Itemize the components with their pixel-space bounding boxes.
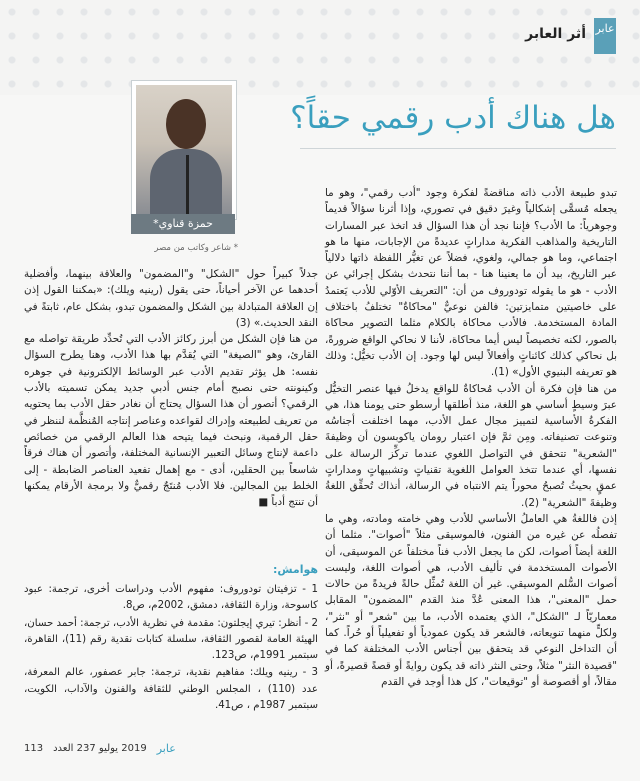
notes-heading: هوامش: (272, 563, 318, 576)
paragraph: إذن فاللغةُ هي العاملُ الأساسي للأدب وهي خامته ومادته، وهي ما تفصلُه عن غيره من الفنون، فالموسيقى مثلاً "أصوات". مثلما أن اللغة أيضاً أصوات، لكن ما يجعل الأدب فناً مختلفاً عن الموسيقى، أن الأصوات المستخدمة في تأليف الأدب، هي أصوات اللغة، وليست أصوات السُّلم الموسيقي. غير أن اللغة تُمثِّل حالةً فريدةً من حالات حمل "المعنى"، هذا المعنى عُدَّ منذ القدم "المضمون" المقابل معماريّاً لـ "الشكل"، الذي يعتمده الأدب، ما بين "شعر" أو "نثر"، ولكلٍّ منهما تنويعاته، فالشعر قد يكون عمودياً أو تفعيلياً أو حُراً. كما أن التداخل النوعي قد يتحقق بين أجناس الأدب المختلفة كما في "قصيدة النثر" مثلاً، وحتى النثر ذاته قد يكون روايةً أو قصةً قصيرةً، أو مقالاً، أو أقصوصة أو "توقيعات"، كل هذا أوجد في القدم (325, 512, 617, 688)
article-column-right (325, 185, 617, 690)
paragraph: من هنا فإن فكرة أن الأدب مُحاكاةٌ للواقع يدخلُ فيها عنصر التخيُّل عبرَ وسيطٍ أساسي هو اللغة، منذ أطلقها أرسطو حتى يومنا هذا، هي الفكرةُ الأساسية لتمييز مجال عمل الأدب، مهما اختلفت أجناسُه وتنوعت تصنيفاته. ومِن ثمَّ فإن اعتبار رومان ياكوبسون أن وظيفةَ "الشعرية" تتحقق في التواصل اللغوي عندما تركِّز الرسالة على نفسها، أي عندما تتخذ العوامل اللغوية تقنياتٍ وتشبيهاتٍ ومداراتٍ عمقٍ بحيثُ تُصبحُ محوراً يتم الانتباه في الرسالة، أنذاك تُحقِّق اللغةُ وظيفةَ "الشعرية" (2). (325, 382, 617, 509)
author-photo (136, 85, 232, 215)
logo-text: عابر (595, 22, 615, 35)
author-photo-frame (131, 80, 237, 220)
magazine-logo (594, 18, 616, 54)
paragraph: جدلاً كبيراً حول "الشكل" و"المضمون" والعلاقة بينهما، وأفضلية أحدهما عن الآخر أحياناً، حتى يقول (رينيه ويلك): «بمكننا القول إذن إن العلاقة المتبادلة بين الشكل والمضمون تبدو، بشكل عام، ثابتةً في النقد الحديث.» (3) (24, 268, 318, 329)
issue-info: 2019 يوليو 237 العدد (53, 743, 147, 754)
footnotes (24, 582, 318, 715)
author-name: حمزة قناوي* (131, 214, 235, 234)
title-divider (300, 148, 616, 149)
section-title: أثر العابر (525, 26, 586, 42)
footnote: 3 - رينيه ويلك: مفاهيم نقدية، ترجمة: جابر عصفور، عالم المعرفة، عدد (110) ، المجلس الوطني للثقافة والفنون والآداب، الكويت، سبتمبر 1987م ، ص41. (24, 667, 318, 712)
paragraph: من هنا فإن الشكل من أبرز ركائز الأدب التي تُحدِّد طريقة تواصله مع القارئ، وهو "الصيغة" التي يُقدَّم بها هذا الأدب، وهنا يطرح السؤال نفسه: هل يؤثر تقديم الأدب عبر الوسائط الإلكترونية في جوهره وكينونته حتى نصبح أمام جنس أدبي جديد يمكن تسميته بالأدب الرقمي؟ أتصور أن هذا السؤال يحتاج أن نغادر حقل الأدب بما يحتويه من تعريف لطبيعته وإدراك لقواعده وعناصر إنتاجه المُنظَّمة لننظر في حقل الرقمية، ونبحث فيما يتيحه هذا العالم الرقمي من خصائص داعمة لإنتاج وسائل التعبير الإنسانية المختلفة، وأتصور أن هناك فرقاً شاسعاً بين الحقلين، أدى - مع إهمال تفعيد العناصر الضابطة - إلى الخلط بين المجالين. فلا الأدب مُنتَجٌ رقميٌّ ولا برمجة الأرقام يمكنها أن تنتج أدباً ■ (24, 333, 318, 509)
header-pattern (0, 0, 640, 95)
footnote: 2 - أنظر: تيري إيجلتون: مقدمة في نظرية الأدب، ترجمة: أحمد حسان، الهيئة العامة لقصور الثقافة، سلسلة كتابات نقدية رقم (11)، القاهرة، سبتمبر 1991م، ص123. (24, 617, 319, 662)
article-column-left (24, 266, 318, 510)
footnote: 1 - تزفيتان تودوروف: مفهوم الأدب ودراسات أخرى، ترجمة: عبود كاسوحة، وزارة الثقافة، دمشق، 2002م، ص8. (24, 584, 318, 612)
photo-microphone (186, 155, 189, 215)
article-title: هل هناك أدب رقمي حقاً؟ (290, 100, 616, 136)
paragraph: تبدو طبيعة الأدب ذاته مناقضةً لفكرة وجود "أدب رقمي"، وهو ما يجعله مُسمًّى إشكالياً وغيرَ دقيق في تصوري، وإذا أثرنا سؤالاً قديماً وجوهرياً: ما الأدب؟ فإننا نجد أن هذا السؤال قد اتخذ عبر المسارات التاريخية والمذاهب الفكرية مداراتٍ عديدةً من الإجابات، منها ما هو اجتماعي، وما هو جمالي، ولغوي، فضلاً عن تغيُّر اللفظة ذاتها دلالياً عبر التاريخ، بيد أن ما يعنينا هنا - بما أننا نتحدث بشكل إجرائي عن الأدب - هو ما يقوله تودوروف من أن: "التعريف الأوّلي للأدب يَعتمدُ على خاصيتين متمايزتين: فالفن نوعيٌّ "محاكاةٌ" تختلفُ باختلاف المادة المستخدمة. فالأدب محاكاة بالكلام مثلما التصوير محاكاة بالصور، لكنه تخصيصاً ليس أيما محاكاة، لأننا لا نحاكي الواقع ضرورةً، بل نحاكي كذلك كائناتٍ وأفعالاً ليس لها وجود. إن الأدب تخيُّل: وذلك هو تعريفه البنيوي الأول» (1). (325, 187, 617, 379)
author-byline: * شاعر وكاتب من مصر (154, 243, 238, 253)
footer-magazine-name: عابر (156, 742, 176, 755)
page-number: 113 (24, 743, 44, 754)
page-footer (24, 742, 176, 755)
photo-head (166, 99, 206, 149)
